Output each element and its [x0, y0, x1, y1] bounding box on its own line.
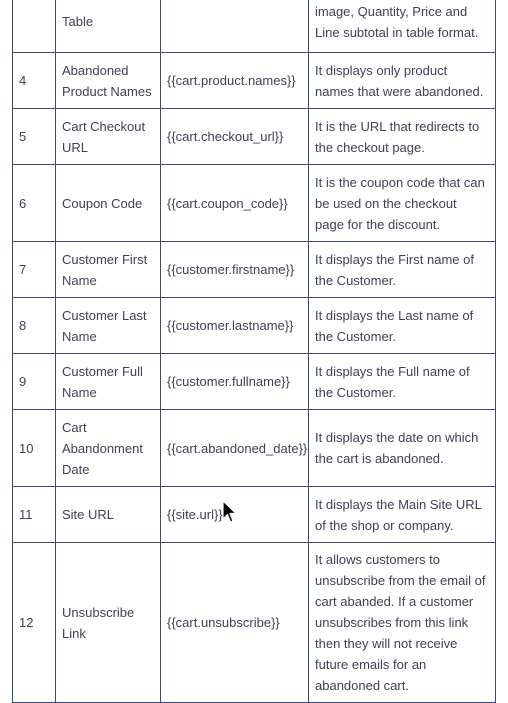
row-number [13, 0, 56, 53]
placeholder-variable: {{cart.unsubscribe}} [161, 543, 309, 703]
row-number: 12 [13, 543, 56, 703]
placeholder-variable: {{customer.firstname}} [161, 242, 309, 298]
placeholder-description: It is the URL that redirects to the checkout page. [309, 109, 496, 165]
row-number: 7 [13, 242, 56, 298]
table-row [13, 109, 496, 165]
row-number: 4 [13, 53, 56, 109]
row-number: 8 [13, 298, 56, 354]
placeholder-name: Customer First Name [56, 242, 161, 298]
row-number: 11 [13, 487, 56, 543]
placeholder-name: Customer Full Name [56, 354, 161, 410]
placeholders-table [12, 0, 496, 703]
table-row [13, 0, 496, 53]
placeholder-name: Unsubscribe Link [56, 543, 161, 703]
row-number: 6 [13, 165, 56, 242]
table-row [13, 543, 496, 703]
placeholder-description: It displays the Full name of the Customer. [309, 354, 496, 410]
placeholder-name: Abandoned Product Names [56, 53, 161, 109]
placeholder-name: Customer Last Name [56, 298, 161, 354]
placeholder-variable: {{cart.coupon_code}} [161, 165, 309, 242]
placeholder-name: Coupon Code [56, 165, 161, 242]
placeholder-description: It displays the date on which the cart is abandoned. [309, 410, 496, 487]
table-row [13, 242, 496, 298]
placeholder-variable: {{cart.abandoned_date}} [161, 410, 309, 487]
placeholder-description: It is the coupon code that can be used on the checkout page for the discount. [309, 165, 496, 242]
row-number: 9 [13, 354, 56, 410]
placeholder-description: It displays the Last name of the Customer. [309, 298, 496, 354]
placeholder-name: Cart Checkout URL [56, 109, 161, 165]
table-row [13, 165, 496, 242]
mouse-pointer-icon [222, 500, 238, 524]
placeholder-name: Cart Abandonment Date [56, 410, 161, 487]
placeholder-variable: {{site.url}} [161, 487, 309, 543]
placeholder-description: image, Quantity, Price and Line subtotal in table format. [309, 0, 496, 53]
placeholder-variable: {{customer.fullname}} [161, 354, 309, 410]
placeholder-variable: {{cart.product.names}} [161, 53, 309, 109]
placeholder-description: It displays only product names that were abandoned. [309, 53, 496, 109]
placeholder-name: Table [56, 0, 161, 53]
table-row [13, 354, 496, 410]
placeholder-description: It allows customers to unsubscribe from the email of cart abanded. If a customer unsubscribes from this link then they will not receive future emails for an abandoned cart. [309, 543, 496, 703]
placeholder-variable: {{customer.lastname}} [161, 298, 309, 354]
row-number: 5 [13, 109, 56, 165]
table-row [13, 53, 496, 109]
row-number: 10 [13, 410, 56, 487]
table-row [13, 410, 496, 487]
placeholder-description: It displays the Main Site URL of the shop or company. [309, 487, 496, 543]
placeholder-variable [161, 0, 309, 53]
table-row [13, 298, 496, 354]
placeholder-variable: {{cart.checkout_url}} [161, 109, 309, 165]
placeholders-table-container [12, 0, 495, 703]
placeholder-description: It displays the First name of the Customer. [309, 242, 496, 298]
table-row [13, 487, 496, 543]
placeholder-name: Site URL [56, 487, 161, 543]
